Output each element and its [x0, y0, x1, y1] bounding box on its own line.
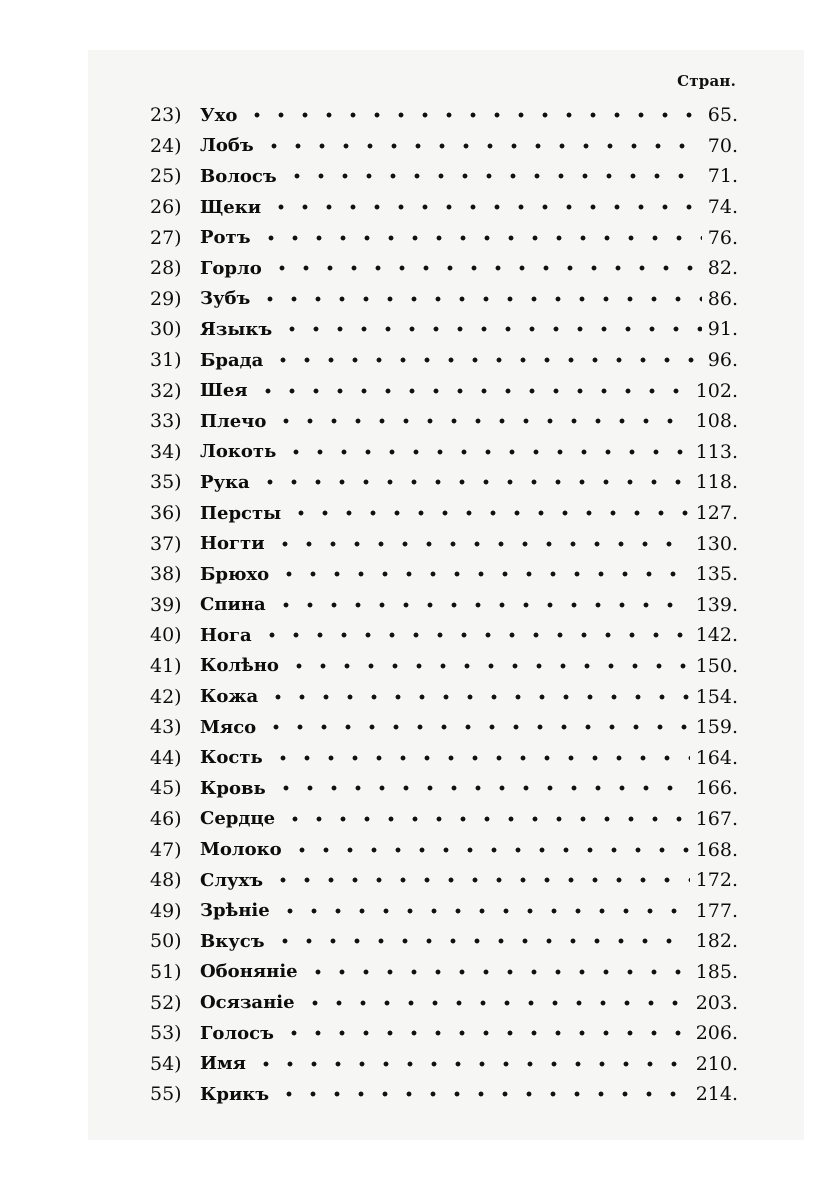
entry-title: Колѣно: [200, 655, 279, 677]
entry-title: Рука: [200, 471, 250, 493]
toc-row: [150, 1018, 738, 1049]
entry-title: Имя: [200, 1053, 246, 1075]
dot-leader: [277, 565, 690, 583]
dot-leader: [280, 320, 702, 338]
dot-leader: [258, 290, 701, 308]
entry-page-number: 168.: [695, 838, 738, 861]
entry-page-number: 65.: [707, 104, 738, 127]
entry-title: Нога: [200, 624, 252, 646]
entry-page-number: 70.: [707, 134, 738, 157]
table-of-contents: [150, 100, 738, 1110]
entry-number: 47): [150, 838, 182, 861]
entry-page-number: 139.: [695, 593, 738, 616]
entry-number: 54): [150, 1052, 182, 1075]
entry-title: Зрѣніе: [200, 900, 270, 922]
dot-leader: [278, 902, 690, 920]
dot-leader: [264, 718, 689, 736]
entry-number: 44): [150, 746, 182, 769]
entry-page-number: 108.: [695, 410, 738, 433]
toc-row: [150, 1048, 738, 1079]
entry-page-number: 214.: [695, 1083, 738, 1106]
entry-page-number: 154.: [695, 685, 738, 708]
dot-leader: [260, 626, 690, 644]
dot-leader: [289, 504, 689, 522]
entry-title: Локоть: [200, 441, 277, 463]
entry-number: 45): [150, 777, 182, 800]
toc-row: [150, 559, 738, 590]
entry-number: 34): [150, 440, 182, 463]
entry-number: 37): [150, 532, 182, 555]
entry-title: Ногти: [200, 533, 265, 555]
entry-title: Зубъ: [200, 288, 251, 310]
entry-number: 50): [150, 930, 182, 953]
toc-row: [150, 345, 738, 376]
entry-page-number: 118.: [695, 471, 738, 494]
entry-number: 36): [150, 502, 182, 525]
entry-title: Горло: [200, 257, 262, 279]
dot-leader: [287, 657, 690, 675]
entry-number: 52): [150, 991, 182, 1014]
toc-row: [150, 926, 738, 957]
entry-number: 42): [150, 685, 182, 708]
toc-row: [150, 773, 738, 804]
dot-leader: [284, 443, 689, 461]
entry-number: 48): [150, 869, 182, 892]
entry-page-number: 167.: [695, 807, 738, 830]
entry-page-number: 172.: [695, 869, 738, 892]
toc-row: [150, 651, 738, 682]
entry-number: 29): [150, 287, 182, 310]
toc-row: [150, 467, 738, 498]
entry-page-number: 91.: [707, 318, 738, 341]
toc-row: [150, 957, 738, 988]
entry-page-number: 164.: [695, 746, 738, 769]
entry-page-number: 127.: [695, 502, 738, 525]
entry-number: 32): [150, 379, 182, 402]
entry-title: Молоко: [200, 839, 282, 861]
toc-row: [150, 712, 738, 743]
entry-number: 33): [150, 410, 182, 433]
toc-row: [150, 620, 738, 651]
entry-number: 39): [150, 593, 182, 616]
entry-title: Спина: [200, 594, 266, 616]
toc-row: [150, 498, 738, 529]
dot-leader: [306, 963, 690, 981]
dot-leader: [271, 351, 701, 369]
entry-page-number: 210.: [695, 1052, 738, 1075]
dot-leader: [285, 167, 702, 185]
dot-leader: [277, 1085, 690, 1103]
toc-row: [150, 804, 738, 835]
entry-title: Сердце: [200, 808, 276, 830]
toc-row: [150, 253, 738, 284]
entry-number: 40): [150, 624, 182, 647]
entry-page-number: 113.: [695, 440, 738, 463]
entry-page-number: 76.: [707, 226, 738, 249]
entry-number: 24): [150, 134, 182, 157]
entry-title: Волосъ: [200, 165, 277, 187]
toc-row: [150, 681, 738, 712]
entry-number: 49): [150, 899, 182, 922]
toc-row: [150, 895, 738, 926]
entry-number: 28): [150, 257, 182, 280]
entry-title: Голосъ: [200, 1022, 274, 1044]
toc-row: [150, 590, 738, 621]
entry-title: Кожа: [200, 686, 259, 708]
entry-page-number: 96.: [707, 349, 738, 372]
dot-leader: [274, 596, 690, 614]
entry-number: 26): [150, 196, 182, 219]
entry-page-number: 142.: [695, 624, 738, 647]
toc-row: [150, 314, 738, 345]
entry-page-number: 159.: [695, 716, 738, 739]
entry-title: Лобъ: [200, 135, 254, 157]
entry-number: 51): [150, 960, 182, 983]
entry-title: Шея: [200, 380, 248, 402]
dot-leader: [282, 1024, 690, 1042]
toc-row: [150, 284, 738, 315]
dot-leader: [258, 473, 690, 491]
entry-page-number: 82.: [707, 257, 738, 280]
toc-row: [150, 131, 738, 162]
entry-title: Ротъ: [200, 227, 251, 249]
entry-title: Персты: [200, 502, 282, 524]
dot-leader: [290, 841, 690, 859]
toc-row: [150, 192, 738, 223]
toc-row: [150, 987, 738, 1018]
entry-title: Кость: [200, 747, 263, 769]
entry-page-number: 74.: [707, 196, 738, 219]
entry-page-number: 177.: [695, 899, 738, 922]
dot-leader: [273, 932, 690, 950]
dot-leader: [245, 106, 701, 124]
toc-row: [150, 406, 738, 437]
dot-leader: [271, 871, 690, 889]
dot-leader: [254, 1055, 690, 1073]
toc-row: [150, 222, 738, 253]
entry-page-number: 166.: [695, 777, 738, 800]
entry-number: 35): [150, 471, 182, 494]
entry-page-number: 206.: [695, 1022, 738, 1045]
entry-number: 53): [150, 1022, 182, 1045]
entry-number: 25): [150, 165, 182, 188]
dot-leader: [283, 810, 690, 828]
entry-title: Плечо: [200, 410, 267, 432]
dot-leader: [274, 412, 689, 430]
dot-leader: [262, 137, 702, 155]
entry-title: Брада: [200, 349, 264, 371]
dot-leader: [259, 229, 702, 247]
entry-page-number: 182.: [695, 930, 738, 953]
entry-page-number: 130.: [695, 532, 738, 555]
entry-number: 31): [150, 349, 182, 372]
entry-title: Мясо: [200, 716, 257, 738]
entry-page-number: 102.: [695, 379, 738, 402]
dot-leader: [269, 198, 702, 216]
entry-title: Слухъ: [200, 869, 264, 891]
entry-title: Вкусъ: [200, 930, 265, 952]
entry-page-number: 86.: [707, 287, 738, 310]
entry-number: 23): [150, 104, 182, 127]
entry-title: Кровь: [200, 777, 266, 799]
toc-row: [150, 375, 738, 406]
entry-number: 43): [150, 716, 182, 739]
entry-number: 55): [150, 1083, 182, 1106]
entry-page-number: 71.: [707, 165, 738, 188]
dot-leader: [303, 994, 690, 1012]
entry-number: 41): [150, 654, 182, 677]
entry-page-number: 135.: [695, 563, 738, 586]
toc-row: [150, 865, 738, 896]
entry-page-number: 150.: [695, 654, 738, 677]
entry-number: 38): [150, 563, 182, 586]
dot-leader: [256, 382, 690, 400]
entry-number: 46): [150, 807, 182, 830]
dot-leader: [273, 535, 690, 553]
entry-title: Осязаніе: [200, 992, 295, 1014]
dot-leader: [271, 749, 690, 767]
toc-row: [150, 1079, 738, 1110]
toc-row: [150, 528, 738, 559]
toc-row: [150, 834, 738, 865]
entry-title: Брюхо: [200, 563, 270, 585]
toc-row: [150, 100, 738, 131]
dot-leader: [270, 259, 702, 277]
dot-leader: [274, 779, 690, 797]
toc-row: [150, 161, 738, 192]
entry-title: Ухо: [200, 104, 238, 126]
entry-title: Крикъ: [200, 1083, 270, 1105]
entry-number: 30): [150, 318, 182, 341]
entry-number: 27): [150, 226, 182, 249]
toc-row: [150, 437, 738, 468]
entry-title: Щеки: [200, 196, 262, 218]
dot-leader: [266, 688, 689, 706]
entry-title: Языкъ: [200, 318, 273, 340]
entry-page-number: 203.: [695, 991, 738, 1014]
entry-title: Обоняніе: [200, 961, 298, 983]
toc-row: [150, 742, 738, 773]
page-column-header: Стран.: [677, 72, 736, 90]
entry-page-number: 185.: [695, 960, 738, 983]
